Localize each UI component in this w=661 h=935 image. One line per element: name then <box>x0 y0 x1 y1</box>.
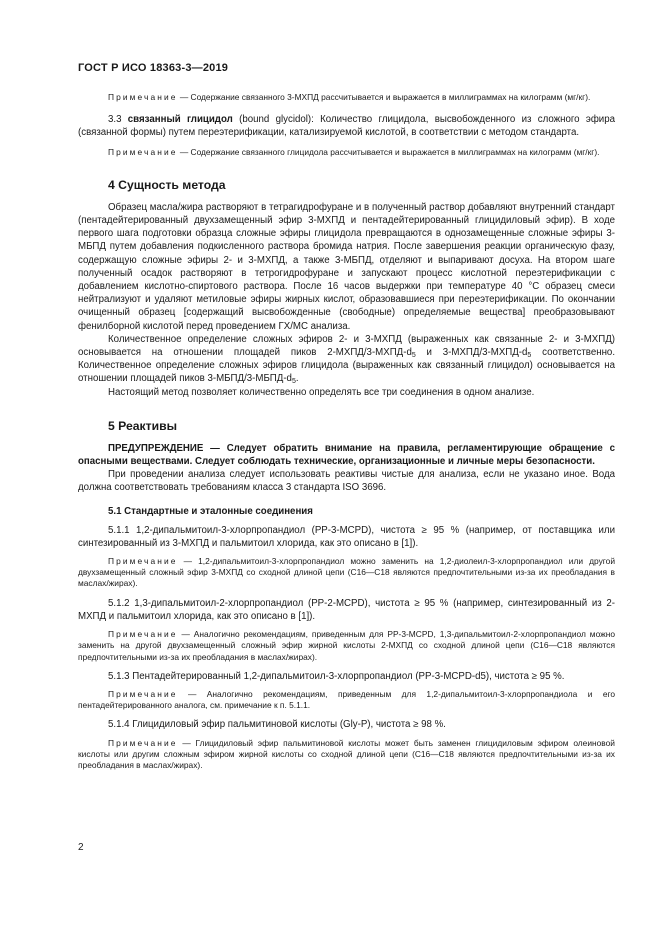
text-run: Количественное определение сложных эфиров 2- и 3-МХПД (выраженных как связанные 2- и 3-МХПД) основывается на отношении площадей пиков 2-МХПД/3-МХПД-d <box>78 333 615 359</box>
subscript: 5 <box>291 378 296 386</box>
section-4-paragraph-2 <box>78 333 615 386</box>
text-run: и 3-МХПД/3-МХПД-d <box>415 347 528 359</box>
document-header: ГОСТ Р ИСО 18363-3—2019 <box>78 62 229 74</box>
note-bound-mcpd <box>78 92 615 103</box>
text-run: соответственно. Количественное определение сложных эфиров глицидола (выраженных как связанный глицидол) основывается на отношении площадей пиков 3-МБПД/3-МБПД-d <box>78 347 616 385</box>
definition-number: 3.3 <box>108 114 122 126</box>
subsection-5-1-heading: 5.1 Стандартные и эталонные соединения <box>108 505 313 517</box>
warning-paragraph: ПРЕДУПРЕЖДЕНИЕ — Следует обратить внимание на правила, регламентирующие обращение с опасными веществами. Следует соблюдать технические, организационные и личные меры безопасности. <box>78 442 615 468</box>
section-4-heading: 4 Сущность метода <box>108 177 226 192</box>
note-text: — Аналогично рекомендациям, приведенным для РР-3-MCPD, 1,3-дипальмитоил-2-хлорпропандиол можно заменить на другой двухзамещенный сложный эфир жирной кислоты 2-МХПД со сходной длиной цепи (С16—С18 являются предпочтительными из-за их преобладания в маслах/жирах). <box>78 629 616 662</box>
note-text: — Глицидиловый эфир пальмитиновой кислоты может быть заменен глицидиловым эфиром олеиновой кислоты или другим сложным эфиром жирной кислоты со сходной длиной цепи (С16—С18 являются предпочтительными из-за их преобладания в маслах/жирах). <box>78 737 615 770</box>
section-4-paragraph-1: Образец масла/жира растворяют в тетрагидрофуране и в полученный раствор добавляют внутренний стандарт (пентадейтерированный двухзамещенный эфир 3-МХПД и пентадейтерированный глицидиловый эфир). В ходе первого шага подготовки образца сложные эфиры глицидола превращаются в однозамещенные сложные эфиры 3-МБПД путем добавления подкисленного раствора бромида натрия. После завершения реакции органическую фазу, содержащую сложные эфиры 2- и 3-МХПД, а также 3-МБПД, отделяют и выпаривают досуха. На втором шаге полученный осадок растворяют в тетрогидрофуране и запускают процесс кислотной переэтерификации с добавлением кислотно-спиртового раствора. После 16 часов выдержки при температуре 40 °С образец смеси нейтрализуют и удаляют метиловые эфиры жирных кислот, образовавшиеся при переэтерификации. По окончании очищенный образец [содержащий высвобожденные (свободные) определяемые вещества] преобразовывают фенилборной кислотой перед проведением ГХ/МС анализа. <box>78 201 615 332</box>
text-run: . <box>295 373 299 385</box>
note-label: Примечание <box>108 688 178 699</box>
note-5-1-4 <box>78 738 615 772</box>
note-text: — Содержание связанного глицидола рассчитывается и выражается в миллиграммах на килограмм (мг/кг). <box>179 146 600 157</box>
note-text: — Содержание связанного 3-МХПД рассчитывается и выражается в миллиграммах на килограмм (мг/кг). <box>179 92 591 102</box>
subscript: 5 <box>411 352 416 360</box>
note-label: Примечание <box>108 556 178 567</box>
note-label: Примечание <box>108 737 178 748</box>
definition-text: (bound glycidol): Количество глицидола, высвобожденного из сложного эфира (связанной формы) путем переэтерификации, катализируемой кислотой, в соответствии с методом стандарта. <box>78 114 615 139</box>
page-content <box>78 92 615 771</box>
note-text: — 1,2-дипальмитоил-3-хлорпропандиол можно заменить на 1,2-диолеил-3-хлорпропандиол или другой двухзамещенный сложный эфир 3-МХПД со сходной длиной цепи (С16—С18 являются предпочтительными из-за их преобладания в маслах/жирах). <box>78 556 616 589</box>
section-5-heading: 5 Реактивы <box>108 418 178 433</box>
note-label: Примечание <box>108 146 178 157</box>
subscript: 5 <box>527 352 532 360</box>
item-5-1-2: 5.1.2 1,3-дипальмитоил-2-хлорпропандиол (РР-2-MCPD), чистота ≥ 95 % (например, синтезированный из 2-МХПД и пальмитоил хлорида, как это описано в [1]). <box>78 597 615 622</box>
note-bound-glycidol <box>78 147 615 158</box>
note-label: Примечание <box>108 629 178 640</box>
section-4-paragraph-3: Настоящий метод позволяет количественно определять все три соединения в одном анализе. <box>108 386 535 398</box>
definition-term: связанный глицидол <box>127 114 233 126</box>
page-number: 2 <box>78 842 84 853</box>
note-5-1-2 <box>78 629 615 663</box>
note-label: Примечание <box>108 92 178 102</box>
definition-3-3 <box>78 113 615 139</box>
note-5-1-3 <box>78 689 615 711</box>
section-5-paragraph-1: При проведении анализа следует использовать реактивы чистые для анализа, если не указано иное. Вода должна соответствовать требованиям класса 3 стандарта ISO 3696. <box>78 469 615 494</box>
note-5-1-1 <box>78 556 615 590</box>
note-text: — Аналогично рекомендациям, приведенным для 1,2-дипальмитоил-3-хлорпропандиола и его пентадейтерированного аналога, см. примечание к п. 5.1.1. <box>78 688 616 711</box>
item-5-1-4: 5.1.4 Глицидиловый эфир пальмитиновой кислоты (Gly-P), чистота ≥ 98 %. <box>108 719 446 731</box>
item-5-1-3: 5.1.3 Пентадейтерированный 1,2-дипальмитоил-3-хлорпропандиол (РР-3-MCPD-d5), чистота ≥ 95 %. <box>108 670 565 682</box>
item-5-1-1: 5.1.1 1,2-дипальмитоил-3-хлорпропандиол (РР-3-MCPD), чистота ≥ 95 % (например, от поставщика или синтезированный из 3-МХПД и пальмитоил хлорида, как это описано в [1]). <box>78 524 615 549</box>
